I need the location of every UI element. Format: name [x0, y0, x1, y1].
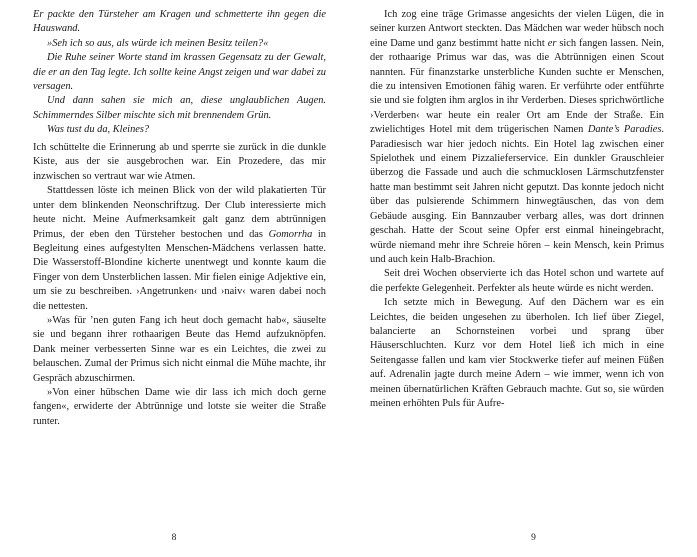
paragraph: »Was für ’nen guten Fang ich heut doch gemacht hab«, säuselte sie und begann ihrer rothaarigen Beute das Hemd aufzuknöpfen. Dank meiner verbesserten Sinne war es ein Leichtes, die zwei zu belauschen. Zumal der Primus sich nicht einmal die Mühe machte, ihr Gespräch abzuschirmen.: [33, 314, 326, 384]
paragraph: Er packte den Türsteher am Kragen und schmetterte ihn gegen die Hauswand.: [33, 9, 326, 35]
paragraph: »Seh ich so aus, als würde ich meinen Besitz teilen?«: [47, 37, 269, 49]
page-number-left: 8: [171, 533, 177, 543]
page-right-text-column: [370, 8, 664, 411]
paragraph: Seit drei Wochen observierte ich das Hotel schon und wartete auf die perfekte Gelegenheit. Perfekter als heute würde es nicht werden.: [370, 268, 664, 294]
page-left: [0, 0, 348, 557]
paragraph: »Von einer hübschen Dame wie dir lass ich mich doch gerne fangen«, erwiderte der Abtrünnige und lotste sie weiter die Straße runter.: [33, 386, 326, 427]
page-left-text-column: [33, 8, 326, 429]
paragraph: Ich schüttelte die Erinnerung ab und sperrte sie zurück in die dunkle Kiste, aus der sie ausgebrochen war. Ein Prozedere, das mir inzwischen so vertraut war wie Atmen.: [33, 142, 326, 182]
paragraph: Die Ruhe seiner Worte stand im krassen Gegensatz zu der Gewalt, die er an den Tag legte. Ich sollte keine Angst zeigen und war dabei zu versagen.: [33, 52, 326, 93]
page-right: [348, 0, 697, 557]
paragraph: Stattdessen löste ich meinen Blick von der wild plakatierten Tür unter dem blinkenden Neonschriftzug. Der Club interessierte mich heute nicht. Meine Aufmerksamkeit galt ganz dem abtrünnigen Primus, der eben den Türsteher bestochen und das Gomorrha in Begleitung eines aufgestylten Menschen-Mädchens verlassen hatte. Die Wasserstoff-Blondine kicherte unentwegt und konnte kaum die Finger von dem Unsterblichen lassen. Mir fielen einige Adjektive ein, um sie zu beschreiben. ›Angetrunken‹ und ›naiv‹ waren dabei noch die nettesten.: [33, 185, 326, 312]
paragraph: Und dann sahen sie mich an, diese unglaublichen Augen. Schimmerndes Silber mischte sich mit brennendem Grün.: [33, 95, 326, 121]
paragraph: Ich zog eine träge Grimasse angesichts der vielen Lügen, die in seiner kurzen Antwort steckten. Das Mädchen war weder hübsch noch eine Dame und ganz bestimmt hatte nicht er sich fangen lassen. Nein, der rothaarige Primus war das, was die Abtrünnigen einen Scout nannten. Für finanzstarke unsterbliche Kunden suchte er Menschen, die zu intensiven Emotionen fähig waren. Er verführte oder entführte sie und sie folgten ihm arglos in ihr Verderben. Dieses sprichwörtliche ›Verderben‹ war heute ein realer Ort am Ende der Straße. Ein zwielichtiges Hotel mit dem trügerischen Namen Dante’s Paradies. Paradiesisch war hier jedoch nichts. Ein Hotel lag zwischen einer Spielothek und einem Pizzalieferservice. Ein dunkler Grauschleier überzog die Fassade und auch die schmucklosen Lärmschutzfenster hatte man bestimmt seit Jahren nicht geputzt. Das konnte jedoch nicht über das pulsierende Schimmern hinwegtäuschen, das von dem Gebäude ausging. Ein Bannzauber verbarg alles, was dort drinnen geschah. Hatte der Scout seine Opfer erst einmal hineingebracht, würde niemand mehr ihre Schreie hören – kein Mensch, kein Primus und auch kein Halb-Brachion.: [370, 9, 664, 265]
paragraph: Ich setzte mich in Bewegung. Auf den Dächern war es ein Leichtes, die beiden ungesehen zu überholen. Ich lief über Ziegel, balancierte an Schornsteinen vorbei und sprang über Häuserschluchten. Kurz vor dem Hotel ließ ich mich in eine Seitengasse fallen und kam vier Stockwerke tiefer auf meinen Füßen auf. Adrenalin jagte durch meine Adern – wie immer, wenn ich von meinen übernatürlichen Kräften Gebrauch machte. Gut so, sie würden meinen erhöhten Puls für Aufre-: [370, 297, 664, 409]
page-number-right: 9: [531, 533, 536, 543]
paragraph: Was tust du da, Kleines?: [47, 124, 150, 136]
